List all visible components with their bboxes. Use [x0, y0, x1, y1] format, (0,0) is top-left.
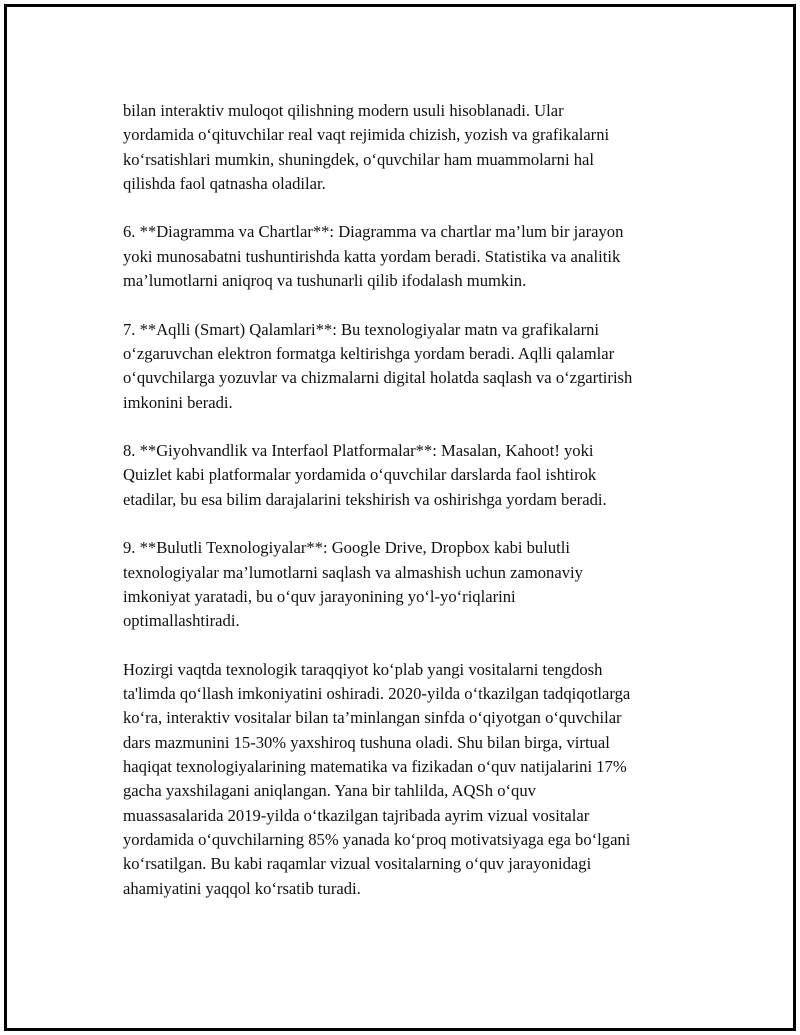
text-line: ko‘ra, interaktiv vositalar bilan ta’minlangan sinfda o‘qiyotgan o‘quvchilar	[123, 708, 622, 728]
text-line: Hozirgi vaqtda texnologik taraqqiyot ko‘plab yangi vositalarni tengdosh	[123, 659, 603, 679]
paragraph-conclusion	[123, 658, 683, 901]
text-line: haqiqat texnologiyalarining matematika va fizikadan o‘quv natijalarini 17%	[123, 757, 627, 777]
text-line: 8. **Giyohvandlik va Interfaol Platformalar**: Masalan, Kahoot! yoki	[123, 441, 594, 461]
text-line: muassasalarida 2019-yilda o‘tkazilgan tajribada ayrim vizual vositalar	[123, 805, 590, 825]
text-line: dars mazmunini 15-30% yaxshiroq tushuna oladi. Shu bilan birga, virtual	[123, 732, 610, 752]
text-line: bilan interaktiv muloqot qilishning modern usuli hisoblanadi. Ular	[123, 101, 564, 120]
text-line: Quizlet kabi platformalar yordamida o‘quvchilar darslarda faol ishtirok	[123, 465, 597, 485]
paragraph-item-9	[123, 536, 683, 633]
text-line: imkoniyat yaratadi, bu o‘quv jarayonining yo‘l-yo‘riqlarini	[123, 586, 516, 606]
text-line: yordamida o‘quvchilarning 85% yanada ko‘proq motivatsiyaga ega bo‘lgani	[123, 829, 631, 849]
text-line: 7. **Aqlli (Smart) Qalamlari**: Bu texnologiyalar matn va grafikalarni	[123, 319, 600, 339]
text-line: optimallashtiradi.	[123, 611, 240, 631]
text-line: 9. **Bulutli Texnologiyalar**: Google Drive, Dropbox kabi bulutli	[123, 538, 570, 558]
text-line: qilishda faol qatnasha oladilar.	[123, 173, 326, 193]
page-content	[123, 99, 683, 901]
paragraph-continuation	[123, 99, 683, 196]
text-line: ahamiyatini yaqqol ko‘rsatib turadi.	[123, 878, 361, 898]
text-line: yoki munosabatni tushuntirishda katta yordam beradi. Statistika va analitik	[123, 246, 621, 266]
text-line: ko‘rsatishlari mumkin, shuningdek, o‘quvchilar ham muammolarni hal	[123, 149, 594, 169]
text-line: ta'limda qo‘llash imkoniyatini oshiradi. 2020-yilda o‘tkazilgan tadqiqotlarga	[123, 684, 631, 704]
text-line: etadilar, bu esa bilim darajalarini tekshirish va oshirishga yordam beradi.	[123, 489, 607, 509]
text-line: o‘quvchilarga yozuvlar va chizmalarni digital holatda saqlash va o‘zgartirish	[123, 368, 633, 388]
text-line: gacha yaxshilagani aniqlangan. Yana bir tahlilda, AQSh o‘quv	[123, 781, 536, 801]
paragraph-item-6	[123, 220, 683, 293]
paragraph-item-7	[123, 318, 683, 415]
text-line: ma’lumotlarni aniqroq va tushunarli qilib ifodalash mumkin.	[123, 271, 527, 291]
text-line: 6. **Diagramma va Chartlar**: Diagramma va chartlar ma’lum bir jarayon	[123, 222, 624, 242]
text-line: o‘zgaruvchan elektron formatga keltirishga yordam beradi. Aqlli qalamlar	[123, 343, 615, 363]
text-line: yordamida o‘qituvchilar real vaqt rejimida chizish, yozish va grafikalarni	[123, 125, 610, 145]
text-line: texnologiyalar ma’lumotlarni saqlash va almashish uchun zamonaviy	[123, 562, 583, 582]
page-frame	[4, 4, 796, 1031]
paragraph-item-8	[123, 439, 683, 512]
text-line: imkonini beradi.	[123, 392, 233, 412]
text-line: ko‘rsatilgan. Bu kabi raqamlar vizual vositalarning o‘quv jarayonidagi	[123, 854, 592, 874]
